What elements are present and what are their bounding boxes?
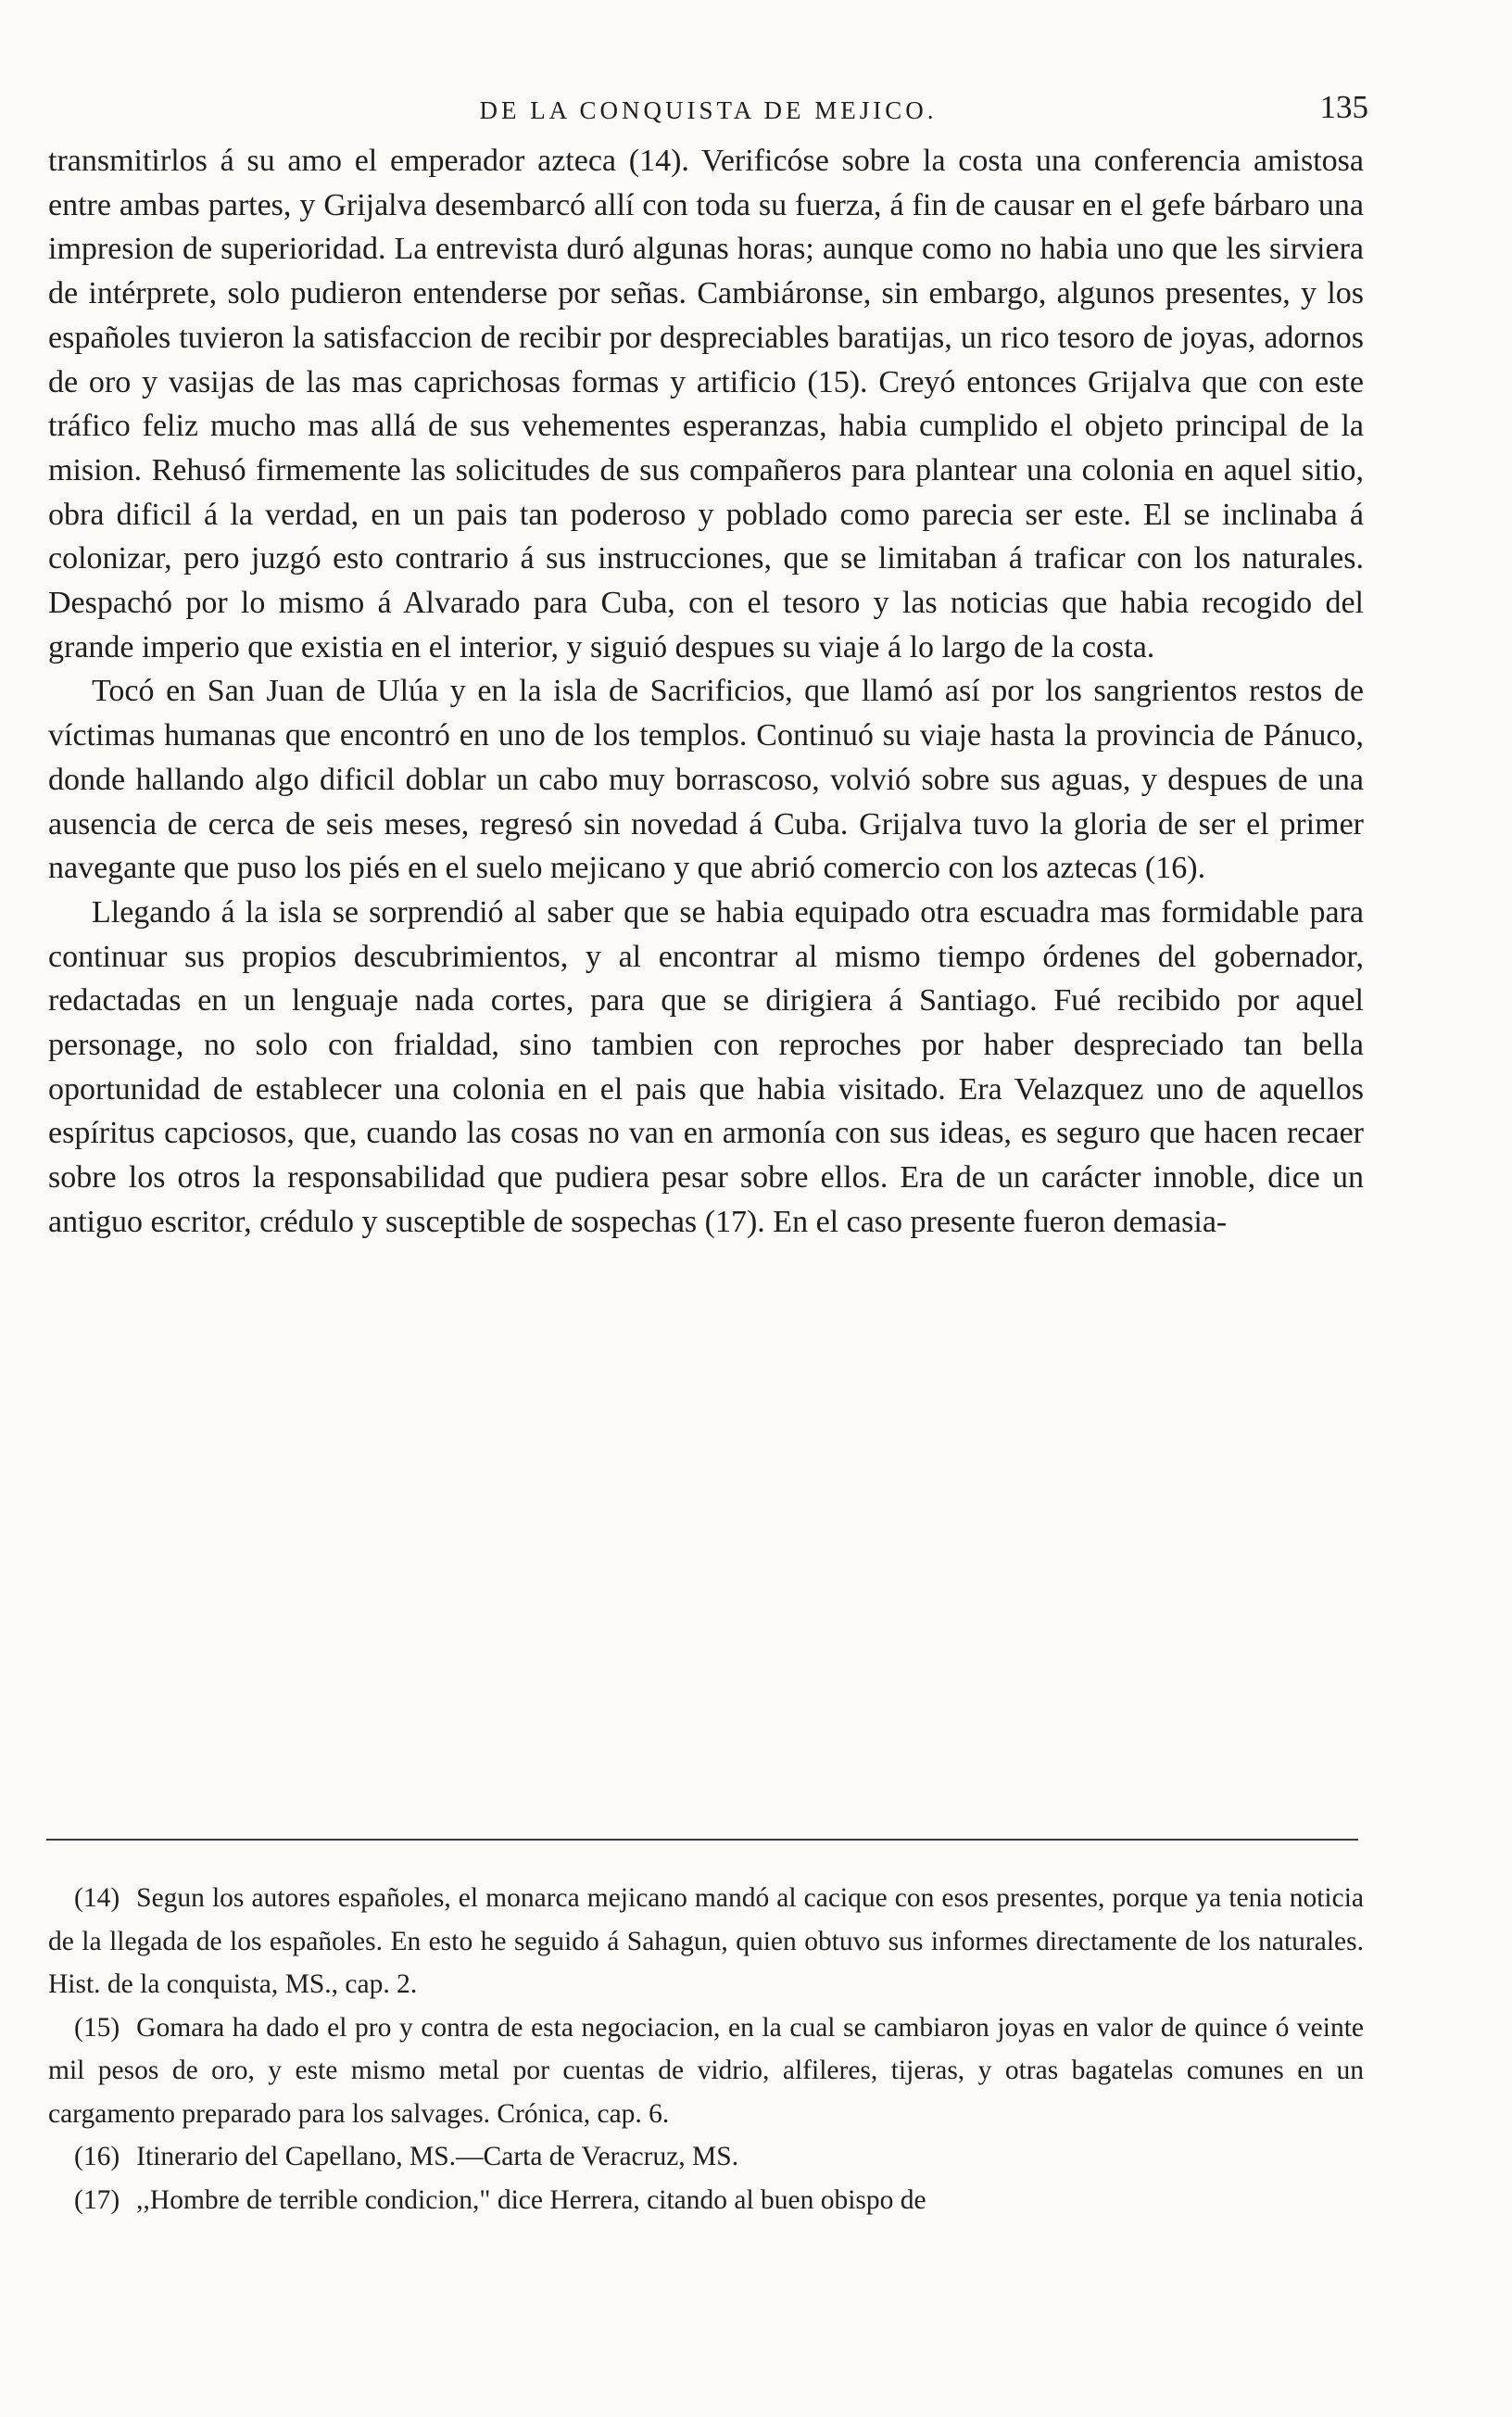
footnote-number: (16) <box>74 2142 120 2171</box>
footnote-number: (14) <box>74 1883 120 1913</box>
footnote-number: (15) <box>74 2012 120 2043</box>
body-paragraph: Tocó en San Juan de Ulúa y en la isla de Sacrificios, que llamó así por los sangrientos restos de víctimas humanas que encontró en uno de los templos. Continuó su viaje hasta la provincia de Pánuco, donde hallando algo dificil doblar un cabo muy borrascoso, volvió sobre sus aguas, y despues de una ausencia de cerca de seis meses, regresó sin novedad á Cuba. Grijalva tuvo la gloria de ser el primer navegante que puso los piés en el suelo mejicano y que abrió comercio con los aztecas (16). <box>48 674 1364 886</box>
footnote <box>48 2135 1364 2179</box>
page-header <box>48 89 1368 135</box>
footnote-text: Segun los autores españoles, el monarca mejicano mandó al cacique con esos presentes, porque ya tenia noticia de la llegada de los españoles. En esto he seguido á Sahagun, quien obtuvo sus informes directamente de los naturales. Hist. de la conquista, MS., cap. 2. <box>48 1883 1364 1999</box>
footnote <box>48 2179 1364 2222</box>
page-number: 135 <box>1319 89 1368 125</box>
body-text <box>48 139 1364 1245</box>
footnote-text: Itinerario del Capellano, MS.—Carta de Veracruz, MS. <box>136 2142 739 2171</box>
body-paragraph: transmitirlos á su amo el emperador azteca (14). Verificóse sobre la costa una conferencia amistosa entre ambas partes, y Grijalva desembarcó allí con toda su fuerza, á fin de causar en el gefe bárbaro una impresion de superioridad. La entrevista duró algunas horas; aunque como no habia uno que les sirviera de intérprete, solo pudieron entenderse por señas. Cambiáronse, sin embargo, algunos presentes, y los españoles tuvieron la satisfaccion de recibir por despreciables baratijas, un rico tesoro de joyas, adornos de oro y vasijas de las mas caprichosas formas y artificio (15). Creyó entonces Grijalva que con este tráfico feliz mucho mas allá de sus vehementes esperanzas, habia cumplido el objeto principal de la mision. Rehusó firmemente las solicitudes de sus compañeros para plantear una colonia en aquel sitio, obra dificil á la verdad, en un pais tan poderoso y poblado como parecia ser este. El se inclinaba á colonizar, pero juzgó esto contrario á sus instrucciones, que se limitaban á traficar con los naturales. Despachó por lo mismo á Alvarado para Cuba, con el tesoro y las noticias que habia recogido del grande imperio que existia en el interior, y siguió despues su viaje á lo largo de la costa. <box>48 144 1364 664</box>
footnote-text: Gomara ha dado el pro y contra de esta negociacion, en la cual se cambiaron joyas en valor de quince ó veinte mil pesos de oro, y este mismo metal por cuentas de vidrio, alfileres, tijeras, y otras bagatelas comunes en un cargamento preparado para los salvages. Crónica, cap. 6. <box>48 2012 1364 2129</box>
footnote <box>48 2006 1364 2136</box>
footnote-text: ,,Hombre de terrible condicion," dice Herrera, citando al buen obispo de <box>136 2184 926 2215</box>
footnote <box>48 1877 1364 2006</box>
footnote-divider <box>46 1839 1358 1841</box>
body-paragraph: Llegando á la isla se sorprendió al saber que se habia equipado otra escuadra mas formidable para continuar sus propios descubrimientos, y al encontrar al mismo tiempo órdenes del gobernador, redactadas en un lenguaje nada cortes, para que se dirigiera á Santiago. Fué recibido por aquel personage, no solo con frialdad, sino tambien con reproches por haber despreciado tan bella oportunidad de establecer una colonia en el pais que habia visitado. Era Velazquez uno de aquellos espíritus capciosos, que, cuando las cosas no van en armonía con sus ideas, es seguro que hacen recaer sobre los otros la responsabilidad que pudiera pesar sobre ellos. Era de un carácter innoble, dice un antiguo escritor, crédulo y susceptible de sospechas (17). En el caso presente fueron demasia- <box>48 894 1364 1239</box>
footnote-number: (17) <box>74 2184 120 2215</box>
running-head: DE LA CONQUISTA DE MEJICO. <box>479 96 938 124</box>
footnotes <box>48 1877 1364 2221</box>
